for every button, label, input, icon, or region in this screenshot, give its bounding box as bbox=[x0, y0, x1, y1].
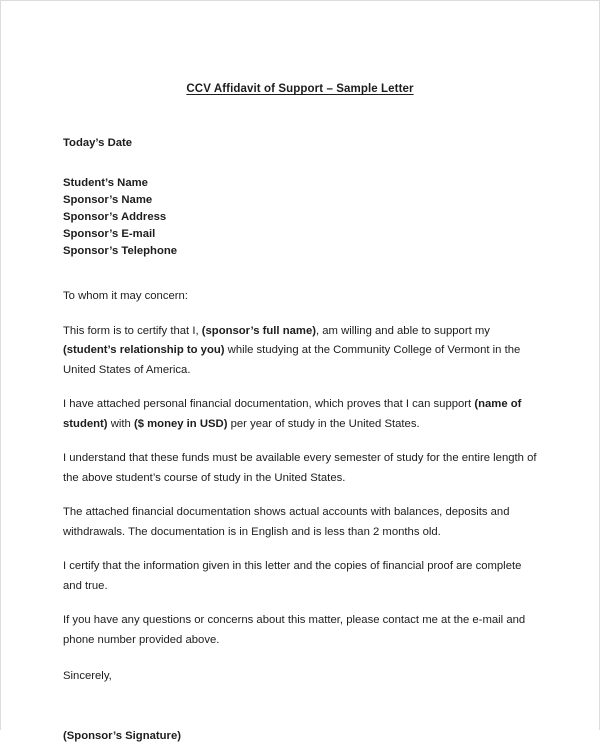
inline-text: while studying at the Community College of Vermont in the United States of America. bbox=[63, 344, 520, 376]
inline-text: If you have any questions or concerns about this matter, please contact me at the e-mail and phone number provided above. bbox=[63, 614, 525, 646]
document-body bbox=[1, 95, 599, 746]
inline-placeholder: (student’s relationship to you) bbox=[63, 344, 225, 356]
recipient-field-line: Sponsor’s E-mail bbox=[63, 226, 539, 243]
recipient-field-line: Sponsor’s Telephone bbox=[63, 243, 539, 260]
inline-text: I understand that these funds must be available every semester of study for the entire length of the above student’s course of study in the United States. bbox=[63, 452, 537, 484]
recipient-field-line: Sponsor’s Address bbox=[63, 209, 539, 226]
inline-text: per year of study in the United States. bbox=[227, 418, 419, 430]
inline-text: I have attached personal financial documentation, which proves that I can support bbox=[63, 398, 474, 410]
recipient-field-line: Sponsor’s Name bbox=[63, 192, 539, 209]
document-title: CCV Affidavit of Support – Sample Letter bbox=[1, 1, 599, 95]
paragraph-funds-availability bbox=[63, 449, 539, 488]
inline-text: I certify that the information given in this letter and the copies of financial proof are complete and true. bbox=[63, 560, 521, 592]
paragraph-certify-support bbox=[63, 322, 539, 381]
signature-placeholder: (Sponsor’s Signature) bbox=[63, 727, 539, 746]
inline-text: with bbox=[108, 418, 134, 430]
inline-placeholder: ($ money in USD) bbox=[134, 418, 228, 430]
date-placeholder: Today’s Date bbox=[63, 135, 539, 152]
recipient-field-line: Student’s Name bbox=[63, 175, 539, 192]
letter-paragraphs bbox=[63, 322, 539, 651]
inline-text: , am willing and able to support my bbox=[316, 325, 490, 337]
salutation: To whom it may concern: bbox=[63, 287, 539, 307]
inline-text: The attached financial documentation shows actual accounts with balances, deposits and withdrawals. The documentation is in English and is less than 2 months old. bbox=[63, 506, 510, 538]
inline-text: This form is to certify that I, bbox=[63, 325, 202, 337]
recipient-fields bbox=[63, 175, 539, 260]
paragraph-certification bbox=[63, 557, 539, 596]
inline-placeholder: (name of student) bbox=[63, 398, 521, 430]
letter-header-block bbox=[63, 135, 539, 260]
inline-placeholder: (sponsor’s full name) bbox=[202, 325, 316, 337]
paragraph-financial-documentation bbox=[63, 395, 539, 434]
paragraph-accounts-detail bbox=[63, 503, 539, 542]
closing-line: Sincerely, bbox=[63, 667, 539, 687]
paragraph-contact bbox=[63, 611, 539, 650]
